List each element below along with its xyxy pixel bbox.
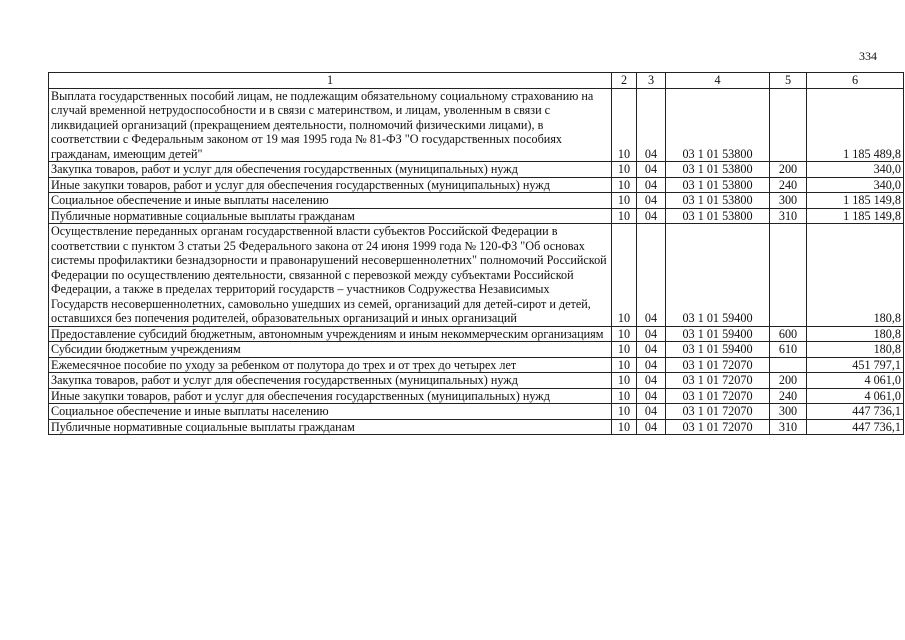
table-row: [49, 357, 904, 373]
row-section: 10: [612, 88, 637, 162]
row-expense-type: [770, 224, 807, 327]
row-target-article: 03 1 01 53800: [666, 193, 770, 209]
row-section: 10: [612, 357, 637, 373]
row-name: Ежемесячное пособие по уходу за ребенком от полутора до трех и от трех до четырех лет: [49, 357, 612, 373]
table-row: [49, 373, 904, 389]
row-subsection: 04: [637, 177, 666, 193]
row-target-article: 03 1 01 72070: [666, 419, 770, 435]
table-row: [49, 162, 904, 178]
row-target-article: 03 1 01 59400: [666, 224, 770, 327]
row-name: Публичные нормативные социальные выплаты гражданам: [49, 208, 612, 224]
row-target-article: 03 1 01 72070: [666, 404, 770, 420]
row-section: 10: [612, 193, 637, 209]
row-amount: 340,0: [807, 177, 904, 193]
row-section: 10: [612, 162, 637, 178]
page-number: 334: [859, 49, 877, 63]
row-name: Закупка товаров, работ и услуг для обеспечения государственных (муниципальных) нужд: [49, 162, 612, 178]
row-amount: 1 185 149,8: [807, 193, 904, 209]
row-name: Иные закупки товаров, работ и услуг для обеспечения государственных (муниципальных) нужд: [49, 177, 612, 193]
row-subsection: 04: [637, 419, 666, 435]
row-target-article: 03 1 01 53800: [666, 162, 770, 178]
table-row: [49, 193, 904, 209]
row-name: Выплата государственных пособий лицам, не подлежащим обязательному социальному страхованию на случай временной нетрудоспособности и в связи с материнством, и лицам, уволенным в связи с ликвидацией организаций (прекращением деятельности, полномочий физическими лицами), в соответствии с Федеральным законом от 19 мая 1995 года № 81-ФЗ "О государственных пособиях гражданам, имеющим детей": [49, 88, 612, 162]
row-subsection: 04: [637, 193, 666, 209]
row-subsection: 04: [637, 404, 666, 420]
row-expense-type: 240: [770, 177, 807, 193]
row-target-article: 03 1 01 53800: [666, 177, 770, 193]
row-target-article: 03 1 01 53800: [666, 88, 770, 162]
row-target-article: 03 1 01 72070: [666, 373, 770, 389]
row-name: Публичные нормативные социальные выплаты гражданам: [49, 419, 612, 435]
row-expense-type: 300: [770, 404, 807, 420]
row-expense-type: [770, 357, 807, 373]
row-target-article: 03 1 01 72070: [666, 357, 770, 373]
row-expense-type: 300: [770, 193, 807, 209]
row-section: 10: [612, 404, 637, 420]
table-row: [49, 88, 904, 162]
row-section: 10: [612, 177, 637, 193]
row-name: Субсидии бюджетным учреждениям: [49, 342, 612, 358]
row-target-article: 03 1 01 59400: [666, 326, 770, 342]
row-amount: 4 061,0: [807, 373, 904, 389]
header-cell: 1: [49, 73, 612, 89]
row-name: Закупка товаров, работ и услуг для обеспечения государственных (муниципальных) нужд: [49, 373, 612, 389]
row-subsection: 04: [637, 373, 666, 389]
row-section: 10: [612, 342, 637, 358]
table-row: [49, 419, 904, 435]
row-expense-type: 310: [770, 419, 807, 435]
row-subsection: 04: [637, 342, 666, 358]
row-expense-type: 600: [770, 326, 807, 342]
header-cell: 5: [770, 73, 807, 89]
row-amount: 180,8: [807, 326, 904, 342]
row-name: Иные закупки товаров, работ и услуг для обеспечения государственных (муниципальных) нужд: [49, 388, 612, 404]
row-subsection: 04: [637, 388, 666, 404]
row-expense-type: 240: [770, 388, 807, 404]
row-section: 10: [612, 224, 637, 327]
table-row: [49, 342, 904, 358]
row-expense-type: 610: [770, 342, 807, 358]
row-target-article: 03 1 01 59400: [666, 342, 770, 358]
row-name: Социальное обеспечение и иные выплаты населению: [49, 193, 612, 209]
row-amount: 1 185 489,8: [807, 88, 904, 162]
row-amount: 180,8: [807, 342, 904, 358]
header-cell: 3: [637, 73, 666, 89]
row-expense-type: 200: [770, 373, 807, 389]
table-row: [49, 326, 904, 342]
table-row: [49, 404, 904, 420]
row-subsection: 04: [637, 357, 666, 373]
row-section: 10: [612, 326, 637, 342]
row-amount: 180,8: [807, 224, 904, 327]
header-cell: 6: [807, 73, 904, 89]
row-subsection: 04: [637, 208, 666, 224]
row-name: Предоставление субсидий бюджетным, автономным учреждениям и иным некоммерческим организациям: [49, 326, 612, 342]
row-expense-type: [770, 88, 807, 162]
row-section: 10: [612, 373, 637, 389]
row-expense-type: 310: [770, 208, 807, 224]
row-amount: 447 736,1: [807, 419, 904, 435]
row-name: Осуществление переданных органам государственной власти субъектов Российской Федерации в соответствии с пунктом 3 статьи 25 Федерального закона от 24 июня 1999 года № 120-ФЗ "Об основах системы профилактики безнадзорности и правонарушений несовершеннолетних" полномочий Российской Федерации по осуществлению деятельности, связанной с перевозкой между субъектами Российской Федерации, а также в пределах территорий государств – участников Содружества Независимых Государств несовершеннолетних, самовольно ушедших из семей, организаций для детей-сирот и детей, оставшихся без попечения родителей, образовательных организаций и иных организаций: [49, 224, 612, 327]
row-amount: 340,0: [807, 162, 904, 178]
row-section: 10: [612, 208, 637, 224]
row-amount: 1 185 149,8: [807, 208, 904, 224]
table-row: [49, 224, 904, 327]
row-amount: 451 797,1: [807, 357, 904, 373]
budget-table: [48, 72, 904, 435]
row-section: 10: [612, 388, 637, 404]
row-expense-type: 200: [770, 162, 807, 178]
header-cell: 4: [666, 73, 770, 89]
row-name: Социальное обеспечение и иные выплаты населению: [49, 404, 612, 420]
row-amount: 4 061,0: [807, 388, 904, 404]
row-target-article: 03 1 01 53800: [666, 208, 770, 224]
row-subsection: 04: [637, 88, 666, 162]
row-section: 10: [612, 419, 637, 435]
header-row: [49, 73, 904, 89]
table-row: [49, 388, 904, 404]
table-row: [49, 208, 904, 224]
row-subsection: 04: [637, 224, 666, 327]
row-target-article: 03 1 01 72070: [666, 388, 770, 404]
row-subsection: 04: [637, 162, 666, 178]
header-cell: 2: [612, 73, 637, 89]
row-amount: 447 736,1: [807, 404, 904, 420]
table-row: [49, 177, 904, 193]
row-subsection: 04: [637, 326, 666, 342]
